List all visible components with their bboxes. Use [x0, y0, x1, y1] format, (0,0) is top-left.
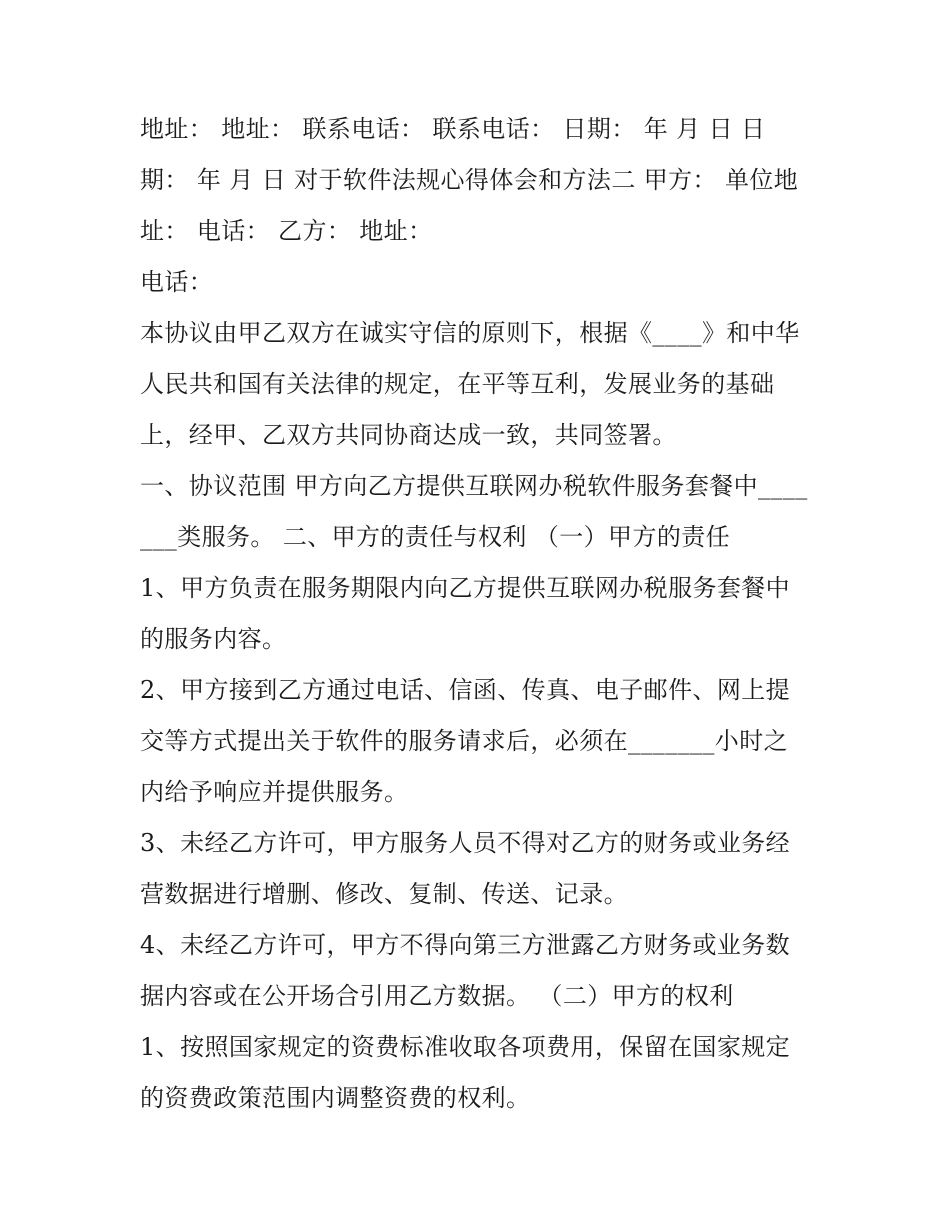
clause-3: 3、未经乙方许可，甲方服务人员不得对乙方的财务或业务经营数据进行增删、修改、复制、传送、记录。 — [140, 829, 791, 908]
section-scope-and-duties: 一、协议范围 甲方向乙方提供互联网办税软件服务套餐中_______类服务。 二、甲方的责任与权利 （一）甲方的责任 — [140, 472, 808, 551]
contact-info-paragraph: 地址： 地址： 联系电话： 联系电话： 日期： 年 月 日 日期： 年 月 日 对于软件法规心得体会和方法二 甲方： 单位地址： 电话： 乙方： 地址： — [140, 115, 799, 245]
rights-clause-1: 1、按照国家规定的资费标准收取各项费用，保留在国家规定的资费政策范围内调整资费的权利。 — [140, 1033, 791, 1112]
phone-line: 电话： — [140, 268, 214, 296]
agreement-preamble: 本协议由甲乙双方在诚实守信的原则下，根据《____》和中华人民共和国有关法律的规定，在平等互利，发展业务的基础上，经甲、乙双方共同协商达成一致，共同签署。 — [140, 319, 800, 449]
document-body — [140, 104, 812, 1124]
clause-1: 1、甲方负责在服务期限内向乙方提供互联网办税服务套餐中的服务内容。 — [140, 574, 791, 653]
clause-4: 4、未经乙方许可，甲方不得向第三方泄露乙方财务或业务数据内容或在公开场合引用乙方数据。 （二）甲方的权利 — [140, 931, 791, 1010]
clause-2: 2、甲方接到乙方通过电话、信函、传真、电子邮件、网上提交等方式提出关于软件的服务请求后，必须在_______小时之内给予响应并提供服务。 — [140, 676, 791, 806]
